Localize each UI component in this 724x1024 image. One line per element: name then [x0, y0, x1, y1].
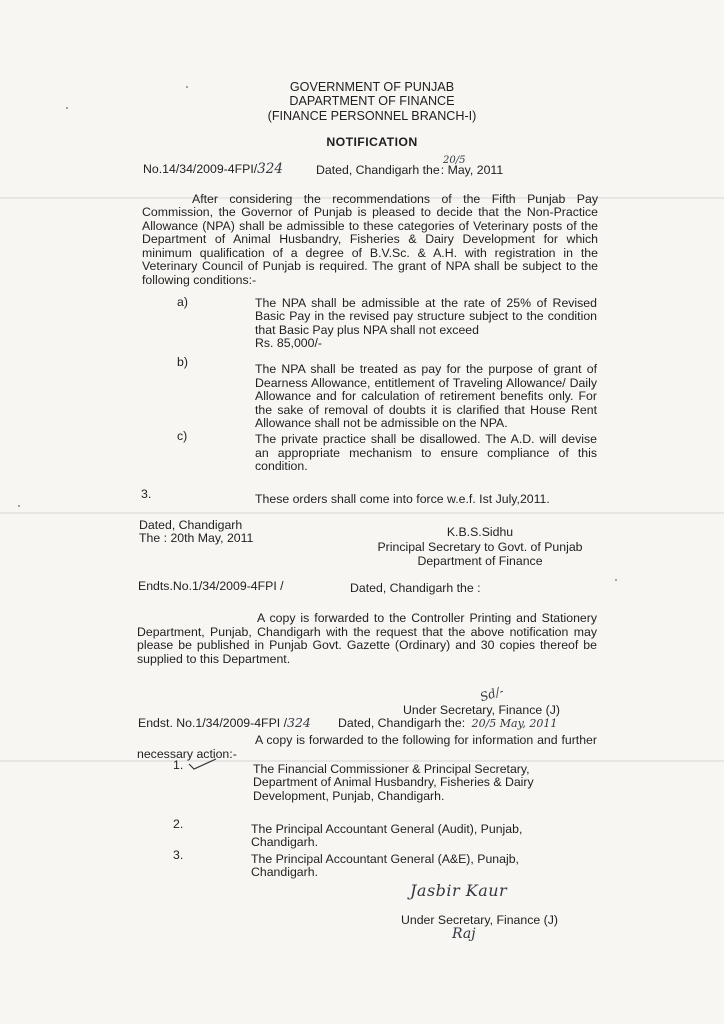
clause-3-text: These orders shall come into force w.e.f. Ist July,2011. — [255, 492, 550, 506]
endorsement-1-date: Dated, Chandigarh the : — [350, 581, 481, 595]
intro-paragraph: After considering the recommendations of the Fifth Punjab Pay Commission, the Governor of Punjab is pleased to decide that the Non-Practice Allowance (NPA) shall be admissible to these categories of Veterinary posts of the Department of Animal Husbandry, Fisheries & Dairy Development for which minimum qualification of a degree of B.V.Sc. & A.H. with registration in the Veterinary Council of Punjab is required. The grant of NPA shall be subject to the following conditions:- — [142, 192, 598, 287]
header-department: DAPARTMENT OF FINANCE — [289, 94, 455, 109]
notification-title: NOTIFICATION — [326, 135, 418, 149]
endorsement-2-date — [338, 717, 557, 730]
scan-speck — [66, 107, 68, 109]
place-date-block — [139, 519, 253, 546]
recipient-2-label: 2. — [173, 817, 184, 831]
header-branch: (FINANCE PERSONNEL BRANCH-I) — [267, 108, 477, 123]
reference-date — [316, 155, 504, 177]
signatory-department: Department of Finance — [417, 554, 543, 569]
scan-speck — [186, 86, 188, 88]
letterhead — [232, 80, 512, 123]
handwritten-signature: Jasbir Kaur — [410, 881, 508, 900]
date-line: The : 20th May, 2011 — [139, 531, 254, 546]
signatory-title: Principal Secretary to Govt. of Punjab — [377, 539, 583, 554]
place-line: Dated, Chandigarh — [139, 518, 243, 532]
tick-mark-icon — [188, 757, 218, 771]
under-secretary-1: Under Secretary, Finance (J) — [403, 703, 560, 717]
recipient-3-text: The Principal Accountant General (A&E), Punajb, Chandigarh. — [251, 852, 519, 880]
header-government: GOVERNMENT OF PUNJAB — [289, 80, 455, 94]
condition-b-text: The NPA shall be treated as pay for the purpose of grant of Dearness Allowance, entitlement of Traveling Allowance/ Daily Allowance and for calculation of retirement benefits only. For the sake of removal of doubts it is clarified that House Rent Allowance shall not be admissible on the NPA. — [255, 362, 597, 431]
endorsement-2-dated: Dated, Chandigarh the: — [338, 716, 466, 730]
condition-b-label: b) — [177, 355, 188, 369]
recipient-2-text: The Principal Accountant General (Audit), Punjab, Chandigarh. — [251, 822, 523, 850]
handwritten-number-2: 324 — [287, 715, 311, 730]
handwritten-sd: Sd/- — [478, 683, 506, 705]
handwritten-day: 20/5 — [443, 155, 466, 166]
condition-a — [255, 297, 597, 351]
condition-a-amount: Rs. 85,000/- — [255, 336, 322, 351]
signatory-block — [360, 525, 600, 569]
condition-c-text: The private practice shall be disallowed. The A.D. will devise an appropriate mechanism to ensure compliance of this condition. — [255, 432, 597, 474]
month-year: : May, 2011 — [440, 163, 504, 177]
handwritten-date: 20/5 May, 2011 — [471, 717, 558, 730]
dated-label: Dated, Chandigarh the — [316, 163, 440, 177]
endorsement-1-number: Endts.No.1/34/2009-4FPI / — [138, 579, 284, 593]
handwritten-initial: Raj — [452, 926, 476, 942]
recipient-1-text: The Financial Commissioner & Principal Secretary, Department of Animal Husbandry, Fisheries & Dairy Development, Punjab, Chandigarh. — [253, 762, 534, 803]
signatory-name: K.B.S.Sidhu — [446, 525, 514, 539]
recipient-1-label: 1. — [173, 758, 184, 772]
recipient-3-label: 3. — [173, 848, 184, 862]
scan-speck — [18, 505, 20, 507]
clause-3-label: 3. — [141, 487, 152, 501]
endorsement-2-number: Endst. No.1/34/2009-4FPI / — [138, 716, 288, 730]
handwritten-number: 324 — [257, 161, 283, 177]
under-secretary-2: Under Secretary, Finance (J) — [401, 913, 558, 927]
scan-speck — [615, 579, 617, 581]
reference-number: No.14/34/2009-4FPI/ — [143, 162, 258, 176]
condition-a-text: The NPA shall be admissible at the rate of 25% of Revised Basic Pay in the revised pay structure subject to the condition that Basic Pay plus NPA shall not exceed — [255, 296, 597, 337]
condition-a-label: a) — [177, 295, 188, 309]
scan-streak — [0, 512, 724, 514]
copy-1-paragraph: A copy is forwarded to the Controller Printing and Stationery Department, Punjab, Chandigarh with the request that the above notification may please be published in Punjab Govt. Gazette (Ordinary) and 30 copies thereof be supplied to this Department. — [137, 611, 597, 666]
endorsement-2-line — [138, 716, 311, 730]
reference-line — [143, 163, 283, 176]
copy-2-paragraph: A copy is forwarded to the following for information and further necessary action:- — [137, 733, 597, 761]
condition-c-label: c) — [177, 429, 188, 443]
